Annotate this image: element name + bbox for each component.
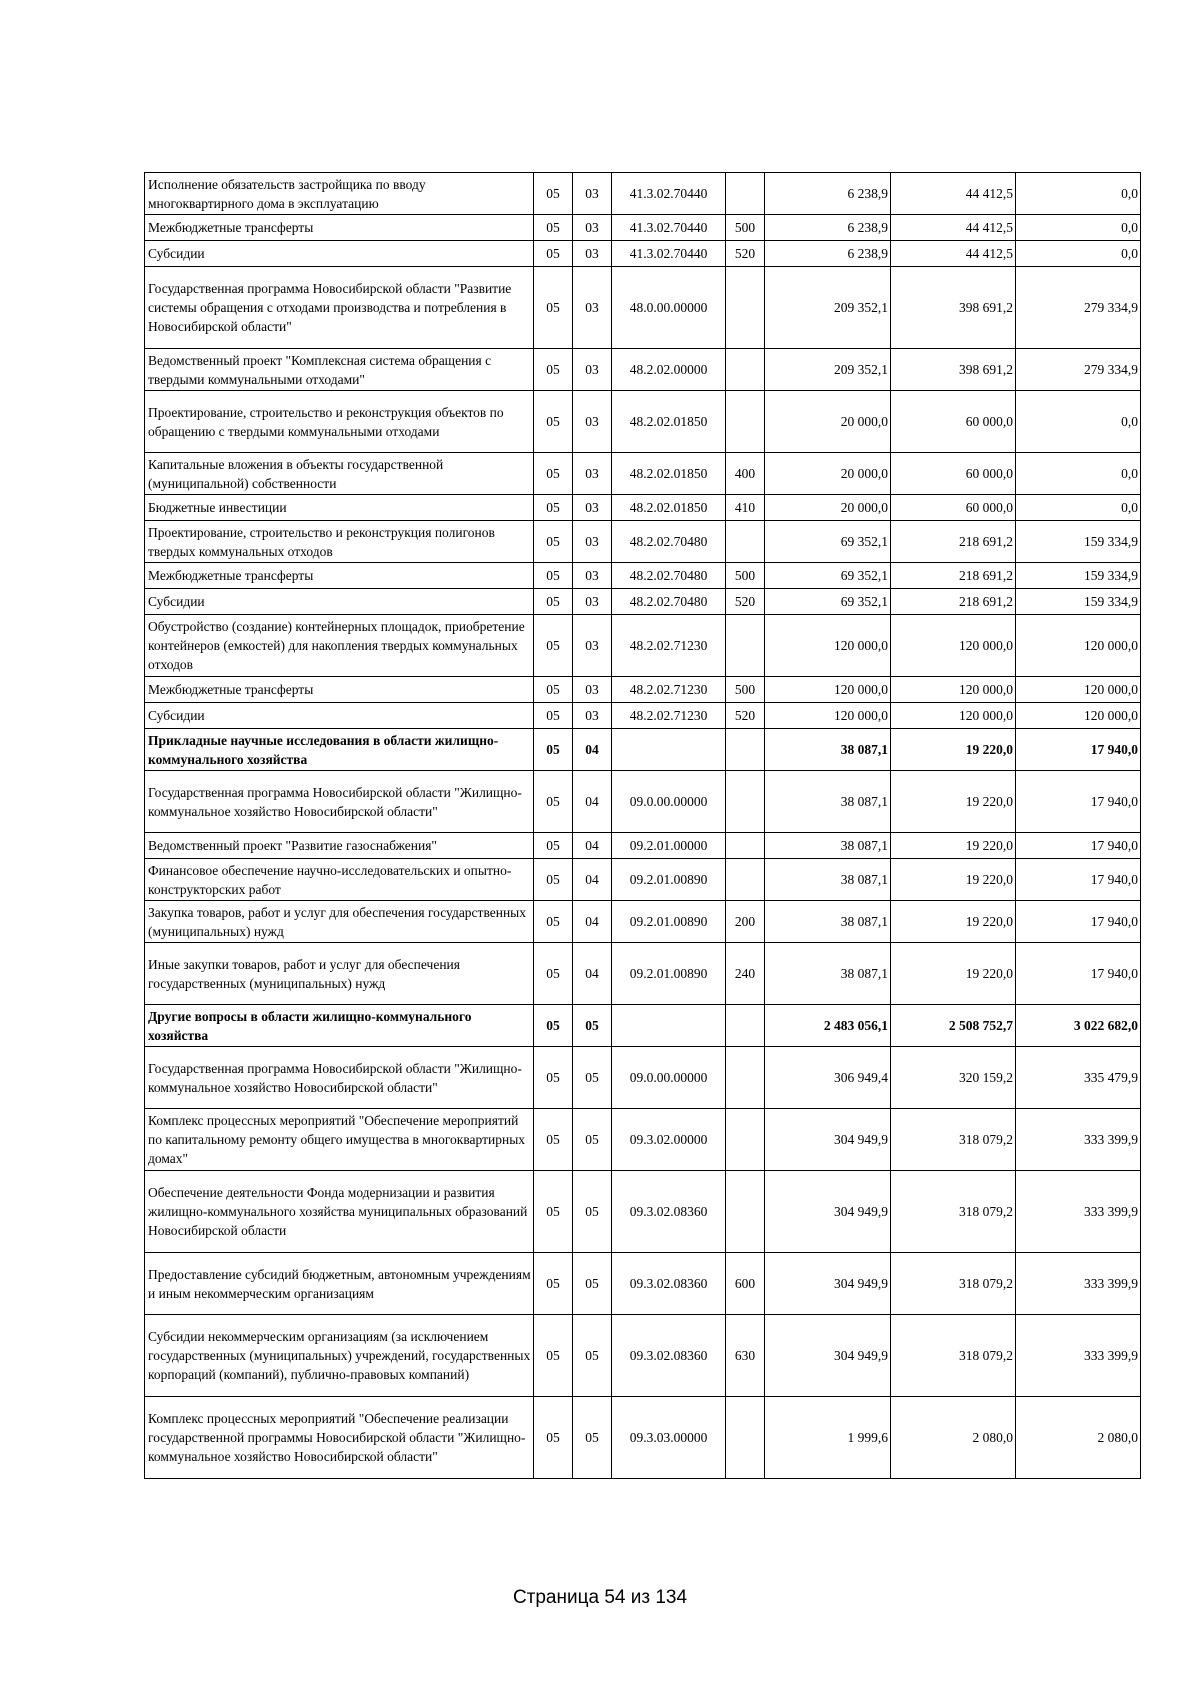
cell-amount-year3: 2 080,0	[1016, 1397, 1141, 1479]
cell-amount-year3: 17 940,0	[1016, 771, 1141, 833]
table-row	[145, 215, 1141, 241]
cell-amount-year2: 2 080,0	[891, 1397, 1016, 1479]
table-row	[145, 1047, 1141, 1109]
cell-section: 05	[534, 241, 573, 267]
cell-section: 05	[534, 1047, 573, 1109]
cell-amount-year1: 2 483 056,1	[765, 1005, 891, 1047]
cell-amount-year2: 218 691,2	[891, 521, 1016, 563]
cell-expense-type: 240	[726, 943, 765, 1005]
cell-amount-year2: 19 220,0	[891, 901, 1016, 943]
cell-subsection: 05	[573, 1109, 612, 1171]
table-row	[145, 391, 1141, 453]
table-row	[145, 1005, 1141, 1047]
cell-section: 05	[534, 391, 573, 453]
cell-amount-year2: 19 220,0	[891, 833, 1016, 859]
cell-target-article: 48.2.02.70480	[612, 521, 726, 563]
cell-name: Субсидии	[145, 241, 534, 267]
cell-expense-type	[726, 1397, 765, 1479]
cell-amount-year1: 38 087,1	[765, 729, 891, 771]
cell-amount-year2: 19 220,0	[891, 729, 1016, 771]
cell-amount-year2: 218 691,2	[891, 563, 1016, 589]
cell-target-article: 09.0.00.00000	[612, 771, 726, 833]
cell-amount-year2: 60 000,0	[891, 453, 1016, 495]
table-row	[145, 729, 1141, 771]
cell-section: 05	[534, 859, 573, 901]
table-row	[145, 453, 1141, 495]
cell-section: 05	[534, 677, 573, 703]
cell-expense-type: 500	[726, 215, 765, 241]
cell-amount-year3: 0,0	[1016, 495, 1141, 521]
cell-subsection: 03	[573, 521, 612, 563]
cell-section: 05	[534, 589, 573, 615]
cell-amount-year1: 120 000,0	[765, 677, 891, 703]
table-row	[145, 703, 1141, 729]
cell-name: Межбюджетные трансферты	[145, 677, 534, 703]
cell-expense-type: 520	[726, 241, 765, 267]
cell-name: Государственная программа Новосибирской области "Жилищно-коммунальное хозяйство Новосибирской области"	[145, 771, 534, 833]
cell-name: Государственная программа Новосибирской области "Жилищно-коммунальное хозяйство Новосибирской области"	[145, 1047, 534, 1109]
cell-section: 05	[534, 1005, 573, 1047]
cell-name: Межбюджетные трансферты	[145, 215, 534, 241]
cell-name: Исполнение обязательств застройщика по вводу многоквартирного дома в эксплуатацию	[145, 173, 534, 215]
cell-amount-year3: 3 022 682,0	[1016, 1005, 1141, 1047]
cell-amount-year2: 320 159,2	[891, 1047, 1016, 1109]
table-row	[145, 521, 1141, 563]
cell-expense-type: 520	[726, 589, 765, 615]
table-row	[145, 349, 1141, 391]
cell-subsection: 03	[573, 391, 612, 453]
cell-amount-year3: 120 000,0	[1016, 615, 1141, 677]
cell-subsection: 03	[573, 453, 612, 495]
cell-amount-year2: 398 691,2	[891, 267, 1016, 349]
cell-expense-type	[726, 349, 765, 391]
cell-target-article: 48.2.02.70480	[612, 563, 726, 589]
cell-target-article: 09.3.02.08360	[612, 1253, 726, 1315]
cell-name: Ведомственный проект "Комплексная система обращения с твердыми коммунальными отходами"	[145, 349, 534, 391]
cell-subsection: 03	[573, 677, 612, 703]
cell-amount-year3: 159 334,9	[1016, 563, 1141, 589]
cell-amount-year1: 120 000,0	[765, 615, 891, 677]
cell-name: Бюджетные инвестиции	[145, 495, 534, 521]
cell-amount-year1: 304 949,9	[765, 1253, 891, 1315]
cell-amount-year3: 0,0	[1016, 173, 1141, 215]
cell-target-article: 48.2.02.71230	[612, 703, 726, 729]
cell-name: Предоставление субсидий бюджетным, автономным учреждениям и иным некоммерческим организациям	[145, 1253, 534, 1315]
cell-name: Обустройство (создание) контейнерных площадок, приобретение контейнеров (емкостей) для накопления твердых коммунальных отходов	[145, 615, 534, 677]
cell-expense-type	[726, 771, 765, 833]
cell-amount-year2: 318 079,2	[891, 1315, 1016, 1397]
cell-target-article: 48.2.02.00000	[612, 349, 726, 391]
cell-subsection: 03	[573, 615, 612, 677]
cell-section: 05	[534, 943, 573, 1005]
cell-subsection: 03	[573, 563, 612, 589]
cell-amount-year3: 0,0	[1016, 241, 1141, 267]
cell-amount-year2: 2 508 752,7	[891, 1005, 1016, 1047]
cell-amount-year3: 333 399,9	[1016, 1253, 1141, 1315]
cell-name: Другие вопросы в области жилищно-коммунального хозяйства	[145, 1005, 534, 1047]
cell-target-article: 41.3.02.70440	[612, 215, 726, 241]
cell-amount-year3: 0,0	[1016, 391, 1141, 453]
cell-subsection: 04	[573, 943, 612, 1005]
cell-target-article: 41.3.02.70440	[612, 173, 726, 215]
cell-amount-year3: 279 334,9	[1016, 349, 1141, 391]
cell-target-article: 09.3.02.08360	[612, 1315, 726, 1397]
cell-amount-year1: 209 352,1	[765, 349, 891, 391]
cell-subsection: 03	[573, 215, 612, 241]
cell-amount-year3: 0,0	[1016, 453, 1141, 495]
cell-name: Субсидии	[145, 703, 534, 729]
cell-name: Комплекс процессных мероприятий "Обеспечение реализации государственной программы Новосибирской области "Жилищно-коммунальное хозяйство Новосибирской области"	[145, 1397, 534, 1479]
cell-expense-type	[726, 1005, 765, 1047]
cell-name: Финансовое обеспечение научно-исследовательских и опытно-конструкторских работ	[145, 859, 534, 901]
table-row	[145, 1315, 1141, 1397]
cell-amount-year1: 1 999,6	[765, 1397, 891, 1479]
cell-section: 05	[534, 215, 573, 241]
cell-subsection: 05	[573, 1253, 612, 1315]
cell-target-article: 48.2.02.70480	[612, 589, 726, 615]
cell-section: 05	[534, 563, 573, 589]
cell-amount-year2: 19 220,0	[891, 943, 1016, 1005]
cell-subsection: 03	[573, 267, 612, 349]
table-row	[145, 771, 1141, 833]
cell-name: Обеспечение деятельности Фонда модернизации и развития жилищно-коммунального хозяйства муниципальных образований Новосибирской области	[145, 1171, 534, 1253]
cell-expense-type: 400	[726, 453, 765, 495]
cell-amount-year2: 19 220,0	[891, 859, 1016, 901]
cell-name: Субсидии некоммерческим организациям (за исключением государственных (муниципальных) учреждений, государственных корпораций (компаний), публично-правовых компаний)	[145, 1315, 534, 1397]
cell-target-article	[612, 1005, 726, 1047]
cell-target-article: 09.2.01.00000	[612, 833, 726, 859]
cell-amount-year1: 20 000,0	[765, 391, 891, 453]
cell-section: 05	[534, 1253, 573, 1315]
page-number: Страница 54 из 134	[512, 1587, 688, 1608]
cell-amount-year3: 120 000,0	[1016, 677, 1141, 703]
cell-amount-year1: 38 087,1	[765, 943, 891, 1005]
table-row	[145, 1253, 1141, 1315]
table-row	[145, 1109, 1141, 1171]
cell-subsection: 03	[573, 241, 612, 267]
cell-subsection: 04	[573, 833, 612, 859]
cell-subsection: 03	[573, 495, 612, 521]
cell-amount-year1: 69 352,1	[765, 563, 891, 589]
cell-amount-year1: 6 238,9	[765, 173, 891, 215]
cell-target-article: 09.2.01.00890	[612, 943, 726, 1005]
cell-name: Государственная программа Новосибирской области "Развитие системы обращения с отходами производства и потребления в Новосибирской области"	[145, 267, 534, 349]
cell-amount-year2: 120 000,0	[891, 677, 1016, 703]
cell-amount-year2: 398 691,2	[891, 349, 1016, 391]
cell-name: Закупка товаров, работ и услуг для обеспечения государственных (муниципальных) нужд	[145, 901, 534, 943]
cell-amount-year1: 209 352,1	[765, 267, 891, 349]
cell-target-article: 41.3.02.70440	[612, 241, 726, 267]
cell-expense-type	[726, 521, 765, 563]
cell-amount-year1: 38 087,1	[765, 901, 891, 943]
cell-expense-type	[726, 833, 765, 859]
table-row	[145, 859, 1141, 901]
cell-amount-year2: 120 000,0	[891, 615, 1016, 677]
cell-subsection: 05	[573, 1171, 612, 1253]
cell-subsection: 05	[573, 1005, 612, 1047]
cell-amount-year3: 17 940,0	[1016, 901, 1141, 943]
cell-name: Межбюджетные трансферты	[145, 563, 534, 589]
cell-expense-type: 630	[726, 1315, 765, 1397]
table-row	[145, 267, 1141, 349]
cell-expense-type	[726, 859, 765, 901]
table-row	[145, 615, 1141, 677]
cell-target-article: 09.0.00.00000	[612, 1047, 726, 1109]
cell-section: 05	[534, 267, 573, 349]
table-row	[145, 495, 1141, 521]
cell-amount-year1: 38 087,1	[765, 833, 891, 859]
cell-amount-year3: 17 940,0	[1016, 833, 1141, 859]
cell-amount-year2: 120 000,0	[891, 703, 1016, 729]
table-row	[145, 241, 1141, 267]
cell-amount-year2: 44 412,5	[891, 215, 1016, 241]
cell-expense-type: 500	[726, 563, 765, 589]
cell-name: Капитальные вложения в объекты государственной (муниципальной) собственности	[145, 453, 534, 495]
cell-section: 05	[534, 521, 573, 563]
cell-target-article: 09.2.01.00890	[612, 901, 726, 943]
cell-amount-year1: 20 000,0	[765, 495, 891, 521]
cell-section: 05	[534, 1109, 573, 1171]
cell-subsection: 05	[573, 1397, 612, 1479]
cell-section: 05	[534, 703, 573, 729]
cell-section: 05	[534, 495, 573, 521]
cell-amount-year3: 0,0	[1016, 215, 1141, 241]
cell-expense-type	[726, 729, 765, 771]
cell-section: 05	[534, 173, 573, 215]
cell-amount-year1: 304 949,9	[765, 1109, 891, 1171]
cell-amount-year2: 44 412,5	[891, 241, 1016, 267]
cell-name: Субсидии	[145, 589, 534, 615]
cell-section: 05	[534, 1397, 573, 1479]
cell-target-article: 48.2.02.71230	[612, 615, 726, 677]
cell-target-article: 48.2.02.71230	[612, 677, 726, 703]
cell-expense-type: 520	[726, 703, 765, 729]
table-row	[145, 1397, 1141, 1479]
cell-subsection: 03	[573, 349, 612, 391]
cell-amount-year3: 17 940,0	[1016, 859, 1141, 901]
cell-amount-year3: 279 334,9	[1016, 267, 1141, 349]
cell-target-article: 48.2.02.01850	[612, 453, 726, 495]
cell-amount-year1: 69 352,1	[765, 521, 891, 563]
cell-expense-type	[726, 267, 765, 349]
cell-amount-year2: 218 691,2	[891, 589, 1016, 615]
cell-section: 05	[534, 1171, 573, 1253]
cell-amount-year1: 304 949,9	[765, 1171, 891, 1253]
cell-subsection: 04	[573, 901, 612, 943]
cell-amount-year1: 6 238,9	[765, 215, 891, 241]
cell-amount-year1: 120 000,0	[765, 703, 891, 729]
cell-expense-type: 600	[726, 1253, 765, 1315]
cell-subsection: 04	[573, 729, 612, 771]
table-body	[145, 173, 1141, 1479]
cell-amount-year1: 38 087,1	[765, 859, 891, 901]
cell-name: Проектирование, строительство и реконструкция объектов по обращению с твердыми коммунальными отходами	[145, 391, 534, 453]
table-row	[145, 901, 1141, 943]
cell-subsection: 05	[573, 1315, 612, 1397]
cell-amount-year2: 318 079,2	[891, 1253, 1016, 1315]
cell-amount-year3: 17 940,0	[1016, 943, 1141, 1005]
cell-section: 05	[534, 1315, 573, 1397]
table-row	[145, 1171, 1141, 1253]
cell-subsection: 04	[573, 859, 612, 901]
cell-subsection: 03	[573, 703, 612, 729]
cell-name: Комплекс процессных мероприятий "Обеспечение мероприятий по капитальному ремонту общего имущества в многоквартирных домах"	[145, 1109, 534, 1171]
table-row	[145, 677, 1141, 703]
cell-amount-year3: 159 334,9	[1016, 589, 1141, 615]
cell-amount-year1: 20 000,0	[765, 453, 891, 495]
cell-section: 05	[534, 771, 573, 833]
cell-section: 05	[534, 453, 573, 495]
cell-target-article: 48.2.02.01850	[612, 391, 726, 453]
budget-table	[144, 172, 1141, 1479]
cell-expense-type	[726, 1047, 765, 1109]
cell-name: Ведомственный проект "Развитие газоснабжения"	[145, 833, 534, 859]
cell-expense-type	[726, 615, 765, 677]
cell-amount-year1: 69 352,1	[765, 589, 891, 615]
cell-target-article: 48.2.02.01850	[612, 495, 726, 521]
cell-target-article: 09.3.02.08360	[612, 1171, 726, 1253]
cell-amount-year2: 19 220,0	[891, 771, 1016, 833]
cell-amount-year3: 17 940,0	[1016, 729, 1141, 771]
cell-amount-year3: 335 479,9	[1016, 1047, 1141, 1109]
cell-amount-year1: 6 238,9	[765, 241, 891, 267]
table-row	[145, 833, 1141, 859]
cell-amount-year2: 318 079,2	[891, 1171, 1016, 1253]
cell-target-article	[612, 729, 726, 771]
cell-name: Прикладные научные исследования в области жилищно-коммунального хозяйства	[145, 729, 534, 771]
cell-section: 05	[534, 833, 573, 859]
cell-amount-year2: 318 079,2	[891, 1109, 1016, 1171]
cell-amount-year1: 38 087,1	[765, 771, 891, 833]
cell-target-article: 48.0.00.00000	[612, 267, 726, 349]
table-row	[145, 563, 1141, 589]
cell-amount-year3: 333 399,9	[1016, 1109, 1141, 1171]
table-row	[145, 943, 1141, 1005]
cell-expense-type	[726, 173, 765, 215]
cell-expense-type	[726, 1109, 765, 1171]
table-row	[145, 589, 1141, 615]
cell-amount-year3: 333 399,9	[1016, 1315, 1141, 1397]
cell-section: 05	[534, 349, 573, 391]
table-row	[145, 173, 1141, 215]
cell-target-article: 09.3.03.00000	[612, 1397, 726, 1479]
cell-target-article: 09.3.02.00000	[612, 1109, 726, 1171]
cell-section: 05	[534, 615, 573, 677]
cell-amount-year1: 306 949,4	[765, 1047, 891, 1109]
cell-section: 05	[534, 729, 573, 771]
cell-expense-type: 500	[726, 677, 765, 703]
cell-amount-year2: 44 412,5	[891, 173, 1016, 215]
cell-amount-year3: 120 000,0	[1016, 703, 1141, 729]
cell-amount-year3: 159 334,9	[1016, 521, 1141, 563]
cell-subsection: 03	[573, 173, 612, 215]
cell-expense-type: 410	[726, 495, 765, 521]
cell-subsection: 03	[573, 589, 612, 615]
cell-amount-year1: 304 949,9	[765, 1315, 891, 1397]
cell-name: Проектирование, строительство и реконструкция полигонов твердых коммунальных отходов	[145, 521, 534, 563]
cell-amount-year2: 60 000,0	[891, 495, 1016, 521]
cell-expense-type: 200	[726, 901, 765, 943]
cell-amount-year3: 333 399,9	[1016, 1171, 1141, 1253]
cell-subsection: 05	[573, 1047, 612, 1109]
cell-target-article: 09.2.01.00890	[612, 859, 726, 901]
cell-amount-year2: 60 000,0	[891, 391, 1016, 453]
cell-name: Иные закупки товаров, работ и услуг для обеспечения государственных (муниципальных) нужд	[145, 943, 534, 1005]
cell-expense-type	[726, 391, 765, 453]
cell-subsection: 04	[573, 771, 612, 833]
cell-section: 05	[534, 901, 573, 943]
cell-expense-type	[726, 1171, 765, 1253]
